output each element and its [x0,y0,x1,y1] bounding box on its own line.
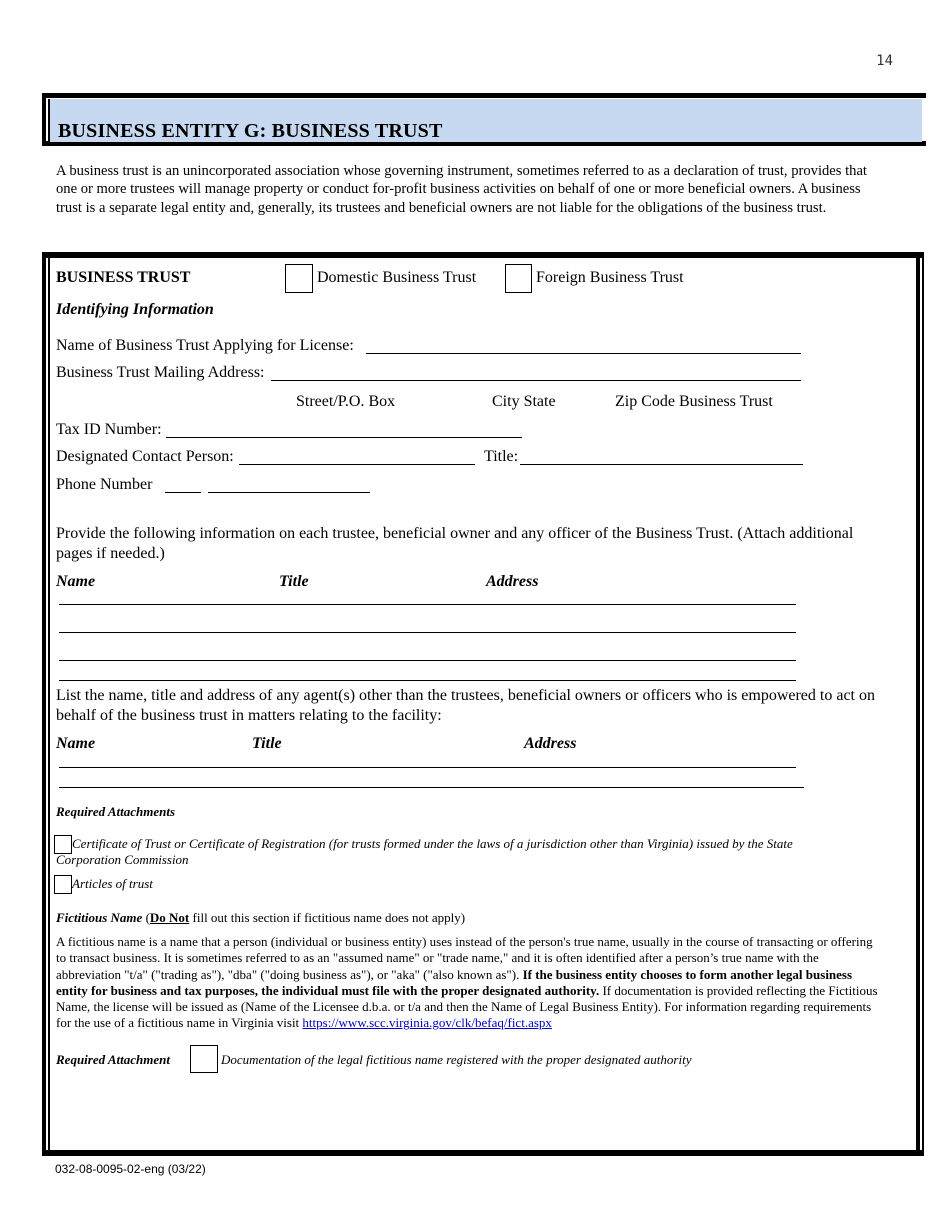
fictitious-paren-rest: fill out this section if fictitious name does not apply) [189,910,466,925]
agents-col-title: Title [252,735,282,752]
fictitious-body-part2: If documentation is provided reflecting the Fictitious Name, the license will be issued as (Name of the Licensee d.b.a. or t/a and then the Name of Legal Business Entity). For information regarding requirements for the use of a fictitious name in Virginia visit [56,982,878,1031]
trust-name-field[interactable] [366,353,801,354]
phone-label: Phone Number [56,476,153,493]
form-border-right [916,258,920,1156]
trustee-row-line[interactable] [59,660,796,661]
trustee-row-line[interactable] [59,632,796,633]
phone-area-code-field[interactable] [165,492,201,493]
contact-person-label: Designated Contact Person: [56,448,234,465]
scc-fictitious-name-link[interactable]: https://www.scc.virginia.gov/clk/befaq/fict.aspx [302,1015,552,1031]
foreign-label: Foreign Business Trust [536,269,684,286]
domestic-label: Domestic Business Trust [317,269,477,286]
articles-checkbox[interactable] [54,875,72,894]
agent-row-line[interactable] [59,767,796,768]
intro-paragraph: A business trust is an unincorporated association whose governing instrument, sometimes referred to as a declaration of trust, provides that one or more trustees will manage property or conduct for-profit business activities on behalf of one or more beneficial owners. A business trust is a separate legal entity and, generally, its trustees and beneficial owners are not liable for the obligations of the business trust. [56,163,867,216]
trustee-row-line[interactable] [59,680,796,681]
fictitious-paren-open: ( [142,910,150,925]
agent-row-line[interactable] [59,787,804,788]
fictitious-do-not: Do Not [149,910,190,925]
fictitious-heading-line [56,910,465,926]
agents-col-address: Address [524,735,577,752]
section-label: BUSINESS TRUST [56,269,191,286]
trustee-row-line[interactable] [59,604,796,605]
trustees-col-name: Name [56,573,96,590]
form-border-right-outer [922,252,924,1156]
mailing-address-label: Business Trust Mailing Address: [56,364,265,381]
fictitious-heading: Fictitious Name [56,910,143,925]
trustees-col-address: Address [486,573,539,590]
fictitious-doc-label: Documentation of the legal fictitious name registered with the proper designated authority [221,1052,692,1067]
attachments-heading: Required Attachments [56,804,176,819]
tax-id-field[interactable] [166,437,522,438]
articles-label: Articles of trust [72,876,153,891]
form-border-bottom [42,1150,924,1156]
contact-title-field[interactable] [520,464,803,465]
city-state-sublabel: City State [492,393,556,410]
tax-id-label: Tax ID Number: [56,421,162,438]
form-border-top [42,252,924,258]
fictitious-body [56,934,882,1032]
zip-sublabel: Zip Code Business Trust [615,393,773,410]
page-number: 14 [876,53,893,69]
form-border-left [42,252,46,1156]
domestic-checkbox[interactable] [285,264,313,293]
trust-name-label: Name of Business Trust Applying for License: [56,337,354,354]
fictitious-doc-checkbox[interactable] [190,1045,218,1073]
identifying-heading: Identifying Information [56,301,214,318]
required-attachment-label: Required Attachment [56,1052,170,1067]
phone-number-field[interactable] [208,492,370,493]
form-code-footer: 032-08-0095-02-eng (03/22) [55,1162,206,1176]
trustees-col-title: Title [279,573,309,590]
foreign-checkbox[interactable] [505,264,532,293]
mailing-address-field[interactable] [271,380,801,381]
agents-col-name: Name [56,735,96,752]
contact-title-label: Title: [484,448,519,465]
street-sublabel: Street/P.O. Box [296,393,396,410]
page-title: BUSINESS ENTITY G: BUSINESS TRUST [58,120,443,142]
certificate-label: Certificate of Trust or Certificate of Registration (for trusts formed under the laws of a jurisdiction other than Virginia) issued by the State Corporation Commission [56,836,793,868]
contact-person-field[interactable] [239,464,475,465]
fictitious-body-bold: If the business entity chooses to form another legal business entity for business and tax purposes, the individual must file with the proper designated authority. [56,966,853,998]
trustees-instructions: Provide the following information on each trustee, beneficial owner and any officer of the Business Trust. (Attach additional pages if needed.) [56,525,854,562]
fictitious-body-part1: A fictitious name is a name that a person (individual or business entity) uses instead of the person's true name, usually in the course of transacting or offering to transact business. It is sometimes referred to as an "assumed name" or "trade name," and it is often identified after a person’s true name with the abbreviation "t/a" ("trading as"), "dba" ("doing business as"), or "aka" ("also known as"). [56,934,873,982]
form-border-left-inner [48,258,50,1156]
agents-instructions: List the name, title and address of any agent(s) other than the trustees, beneficial owners or officers who is empowered to act on behalf of the business trust in matters relating to the facility: [56,687,875,724]
